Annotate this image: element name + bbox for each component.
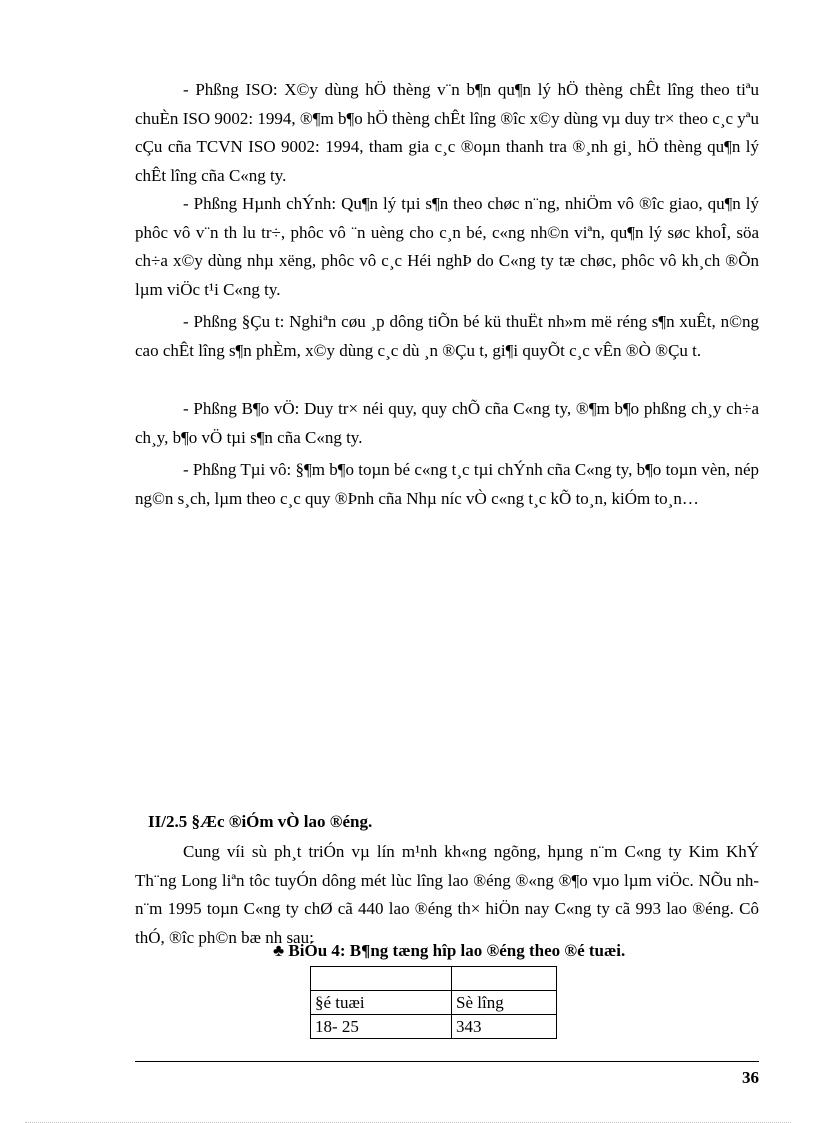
table-cell <box>452 967 557 991</box>
paragraph-text: - Phßng ISO: X©y dùng hÖ thèng v¨n b¶n qu¶n lý hÖ thèng chÊt lîng theo tiªu chuÈn ISO 9002: 1994, ®¶m b¶o hÖ thèng chÊt lîng ®îc x©y dùng vµ duy tr× theo c¸c yªu cÇu cña TCVN ISO 9002: 1994, tham gia c¸c ®oµn thanh tra ®¸nh gi¸ hÖ thèng qu¶n lý chÊt lîng cña C«ng ty. <box>135 80 759 186</box>
paragraph-text: - Phßng B¶o vÖ: Duy tr× néi quy, quy chÕ cña C«ng ty, ®¶m b¶o phßng ch¸y ch÷a ch¸y, b¶o vÖ tµi s¶n cña C«ng ty. <box>135 399 759 447</box>
paragraph-iso <box>135 76 759 191</box>
paragraph-labor <box>135 838 759 953</box>
table-row <box>311 1015 557 1039</box>
section-heading: II/2.5 §Æc ®iÓm vÒ lao ®éng. <box>148 812 373 831</box>
paragraph-security <box>135 395 759 452</box>
paragraph-text: - Phßng Hµnh chÝnh: Qu¶n lý tµi s¶n theo chøc n¨ng, nhiÖm vô ®îc giao, qu¶n lý phôc vô v¨n th lu tr÷, phôc vô ¨n uèng cho c¸n bé, c«ng nh©n viªn, qu¶n lý søc khoÎ, söa ch÷a x©y dùng nhµ xëng, phôc vô c¸c Héi nghÞ do C«ng ty tæ chøc, phôc vô kh¸ch ®Õn lµm viÖc t¹i C«ng ty. <box>135 194 759 300</box>
page-number: 36 <box>742 1068 759 1087</box>
table-row <box>311 967 557 991</box>
table-caption: ♣ BiÓu 4: B¶ng tæng hîp lao ®éng theo ®é tuæi. <box>273 941 626 960</box>
table-cell: 343 <box>452 1015 557 1039</box>
paragraph-finance <box>135 456 759 513</box>
footer-divider <box>135 1061 759 1062</box>
table-cell: Sè lîng <box>452 991 557 1015</box>
paragraph-text: - Phßng Tµi vô: §¶m b¶o toµn bé c«ng t¸c tµi chÝnh cña C«ng ty, b¶o toµn vèn, nép ng©n s¸ch, lµm theo c¸c quy ®Þnh cña Nhµ níc vÒ c«ng t¸c kÕ to¸n, kiÓm to¸n… <box>135 460 759 508</box>
table-cell: §é tuæi <box>311 991 452 1015</box>
paragraph-admin <box>135 190 759 305</box>
age-table <box>310 966 557 1039</box>
paragraph-text: - Phßng §Çu t: Nghiªn cøu ¸p dông tiÕn bé kü thuËt nh»m më réng s¶n xuÊt, n©ng cao chÊt lîng s¶n phÈm, x©y dùng c¸c dù ¸n ®Çu t, gi¶i quyÕt c¸c vÊn ®Ò ®Çu t. <box>135 312 759 360</box>
paragraph-text: Cung víi sù ph¸t triÓn vµ lín m¹nh kh«ng ngõng, hµng n¨m C«ng ty Kim KhÝ Th¨ng Long liªn tôc tuyÓn dông mét lùc lîng lao ®éng ®«ng ®¶o vµo lµm viÖc. NÕu nh n¨m 1995 toµn C«ng ty chØ cã 440 lao ®éng th× hiÖn nay C«ng ty cã 993 lao ®éng. Cô thÓ, ®îc ph©n bæ nh sau: <box>135 842 759 948</box>
paragraph-investment <box>135 308 759 365</box>
table-cell: 18- 25 <box>311 1015 452 1039</box>
table-row <box>311 991 557 1015</box>
table-cell <box>311 967 452 991</box>
